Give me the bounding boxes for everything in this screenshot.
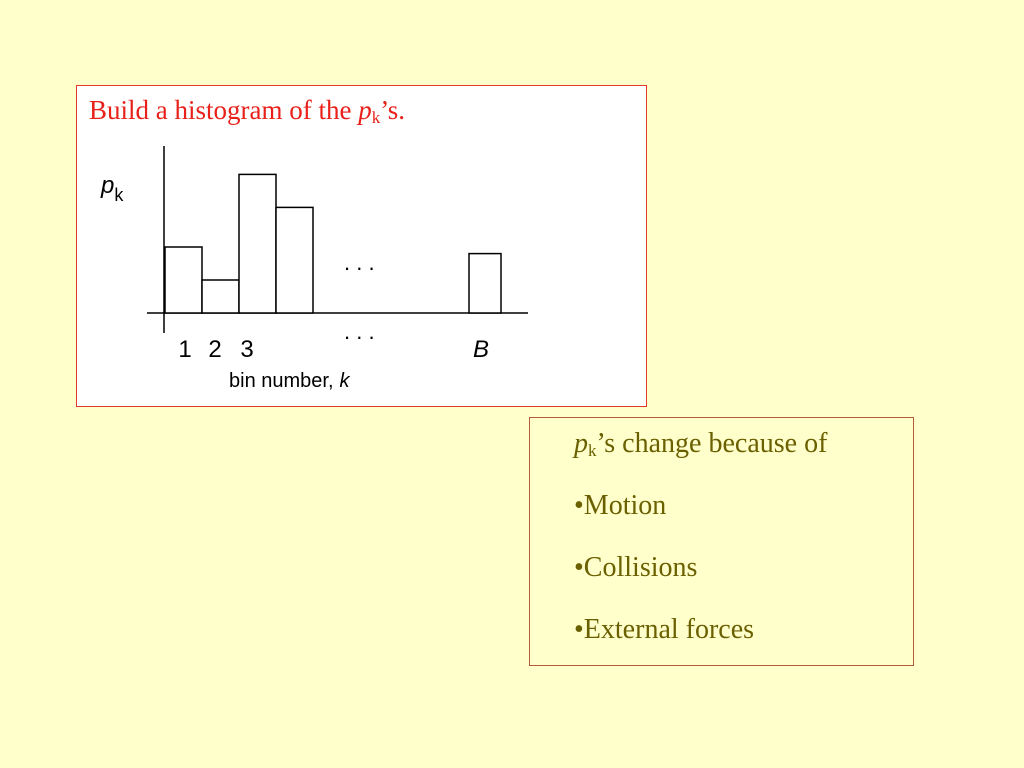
histogram-chart [77, 86, 648, 408]
note-item-external-forces: •External forces [574, 614, 755, 645]
x-tick-label-3: 3 [240, 336, 254, 363]
bars-group [165, 174, 501, 313]
x-axis-text: bin number, [229, 370, 334, 392]
x-axis-label [229, 370, 351, 392]
bar-2 [202, 280, 239, 313]
title-prefix: Build a histogram of the [89, 95, 359, 125]
x-tick-labels [178, 336, 489, 363]
histogram-panel [76, 85, 647, 407]
bar-3 [239, 174, 276, 313]
note-item-motion: •Motion [574, 490, 667, 521]
heading-sub: k [588, 441, 597, 460]
bar-B [469, 254, 501, 313]
y-axis-var: p [101, 172, 115, 199]
title-sub: k [371, 108, 381, 127]
x-axis-var: k [339, 370, 350, 392]
heading-var: p [574, 428, 588, 459]
notes-heading [574, 428, 827, 461]
ellipsis-top: . . . [344, 250, 375, 275]
note-item-collisions: •Collisions [574, 552, 698, 583]
x-tick-label-B: B [472, 336, 490, 363]
x-tick-label-1: 1 [178, 336, 192, 363]
ellipsis-axis: . . . [344, 319, 375, 344]
bar-1 [165, 247, 202, 313]
y-axis-sub: k [114, 185, 124, 205]
title-suffix: ’s. [380, 95, 405, 125]
heading-suffix: ’s change because of [596, 428, 828, 459]
notes-panel [529, 417, 914, 666]
x-tick-label-2: 2 [208, 336, 222, 363]
y-axis-label [100, 172, 124, 205]
bar-4 [276, 207, 313, 313]
title-var: p [358, 95, 372, 125]
